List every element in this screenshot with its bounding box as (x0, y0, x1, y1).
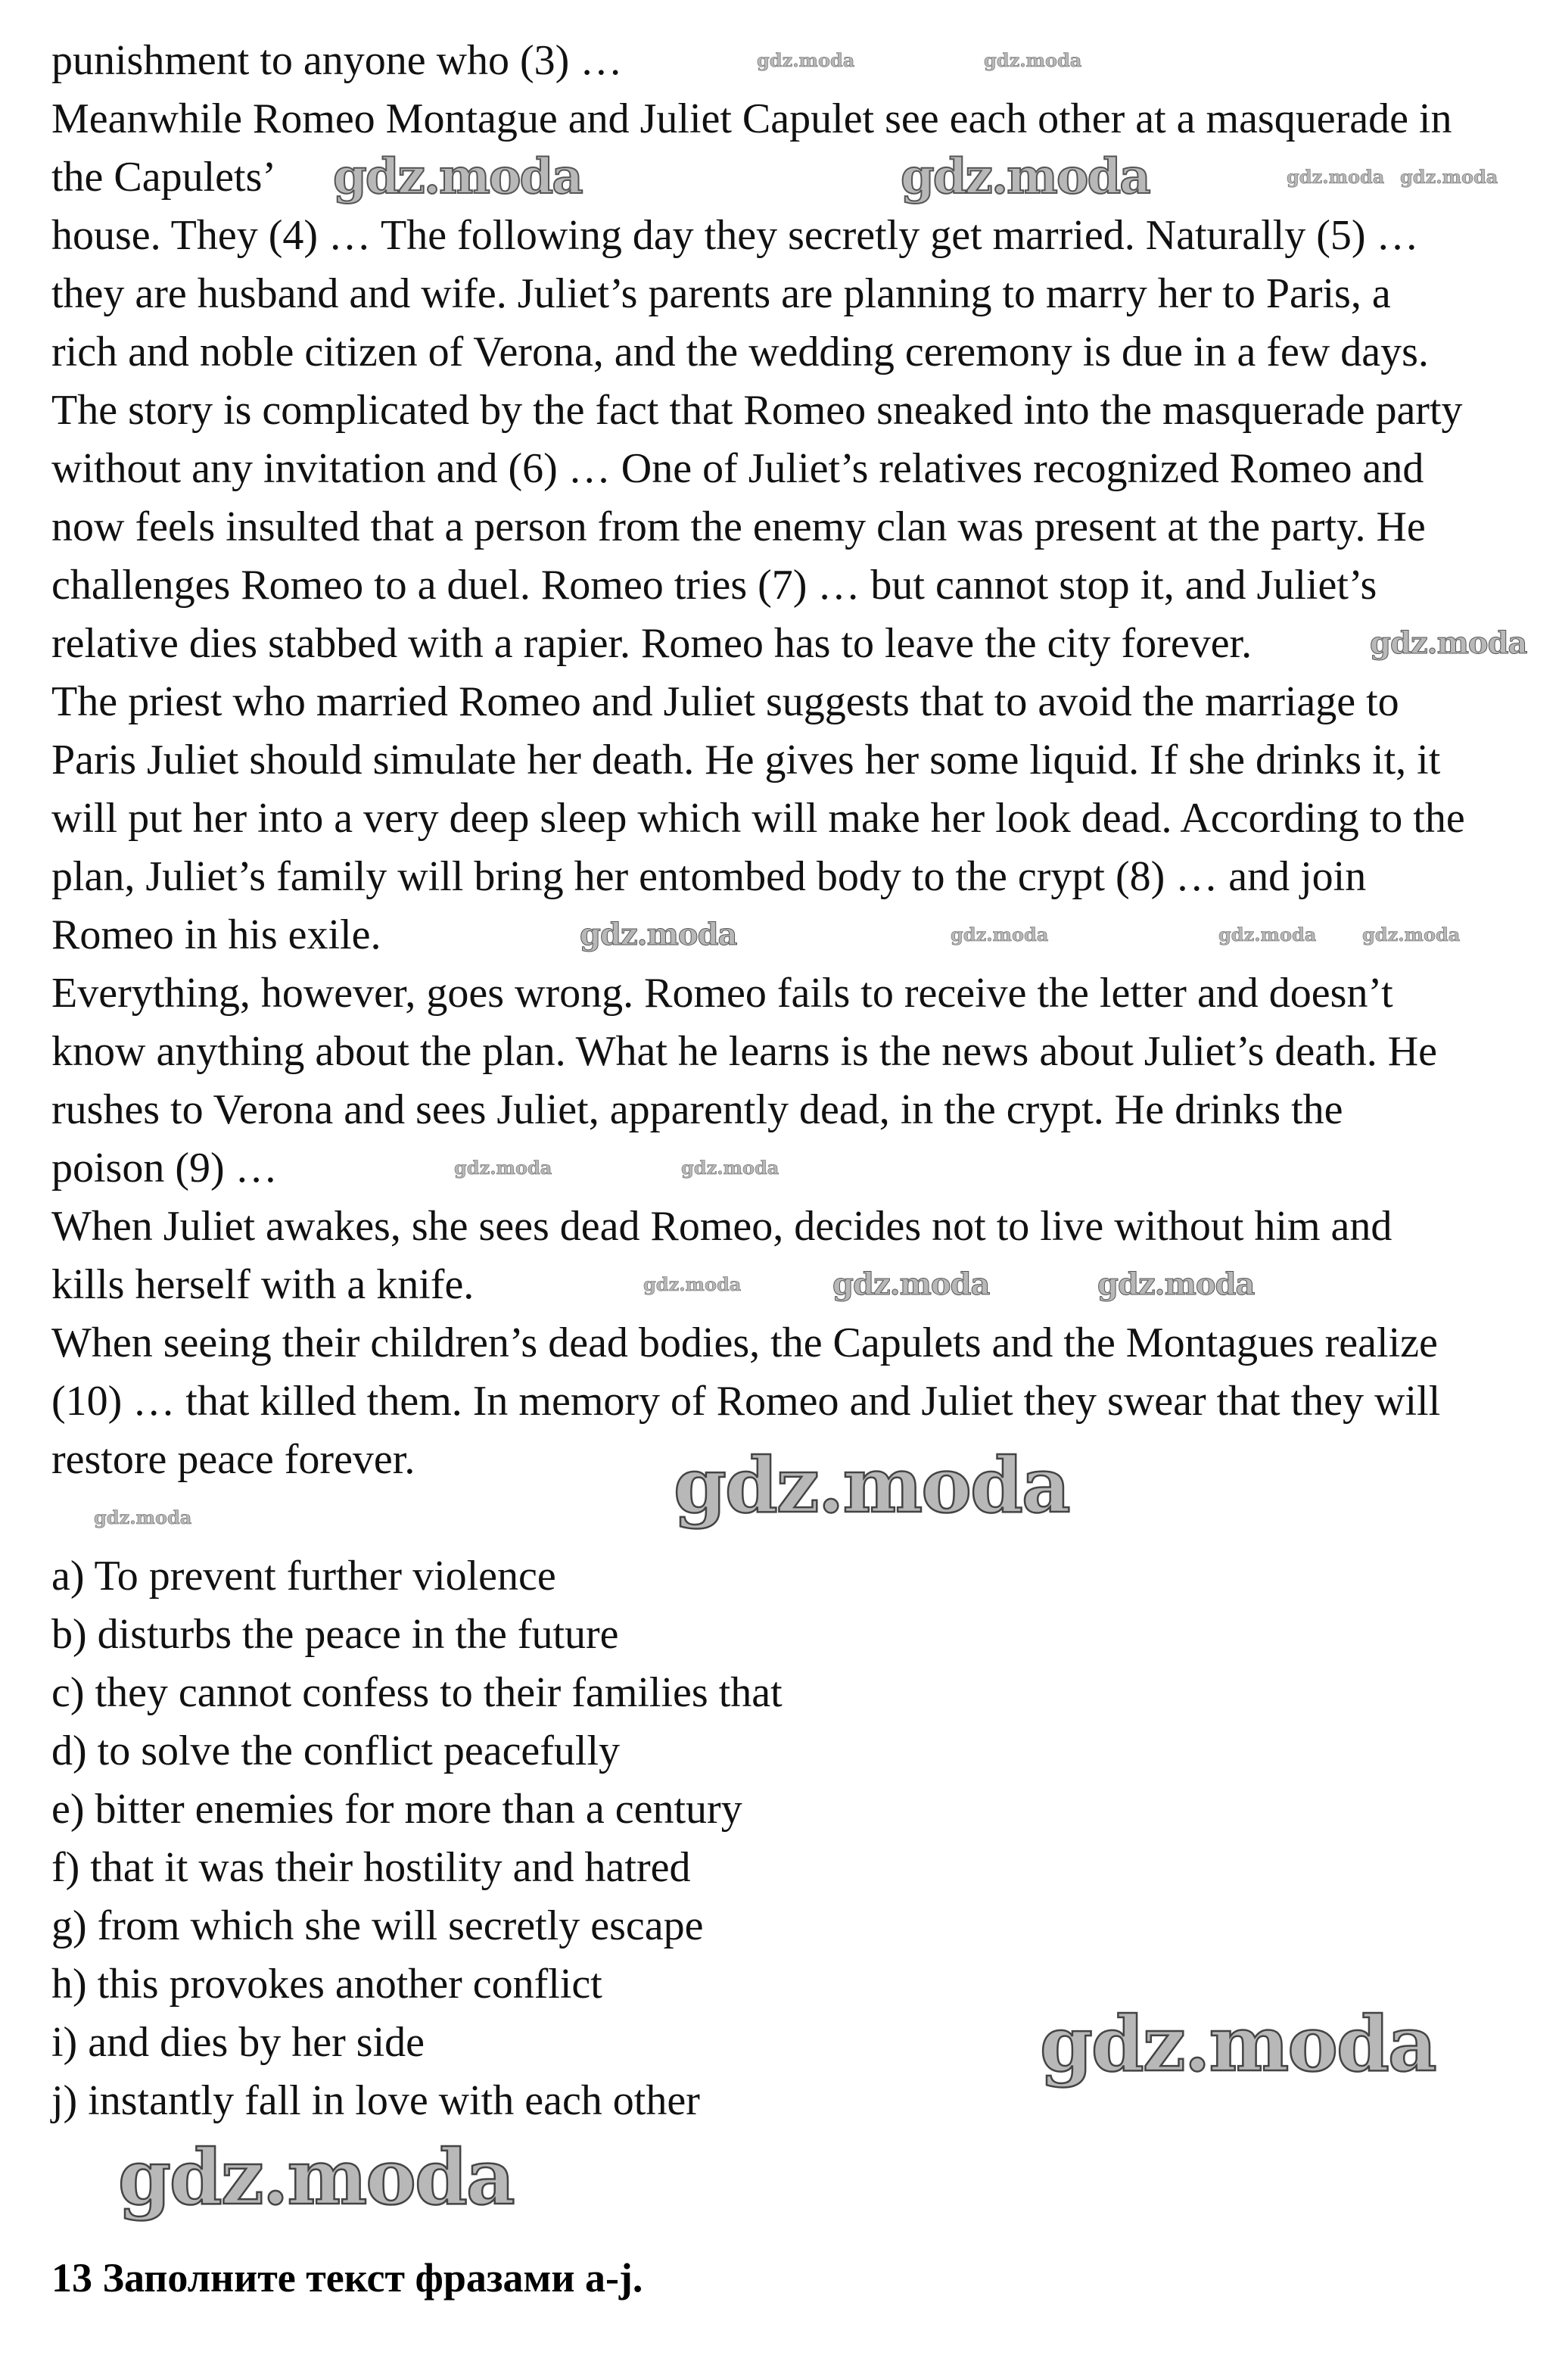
passage-line: they are husband and wife. Juliet’s parents are planning to marry her to Paris, a (51, 270, 1391, 317)
passage-line: When Juliet awakes, she sees dead Romeo, decides not to live without him and (51, 1203, 1393, 1250)
watermark: gdz.moda (674, 1441, 1069, 1530)
passage-line: Meanwhile Romeo Montague and Juliet Capulet see each other at a masquerade in (51, 95, 1452, 142)
watermark: gdz.moda (454, 1157, 552, 1179)
passage-line: now feels insulted that a person from the enemy clan was present at the party. He (51, 503, 1426, 550)
watermark: gdz.moda (1218, 924, 1317, 945)
watermark: gdz.moda (681, 1157, 780, 1179)
passage-line: Paris Juliet should simulate her death. He gives her some liquid. If she drinks it, it (51, 737, 1441, 783)
watermark: gdz.moda (1362, 924, 1461, 945)
option-item: h) this provokes another conflict (51, 1961, 602, 2008)
watermark: gdz.moda (94, 1506, 192, 1528)
passage-line: rushes to Verona and sees Juliet, apparently dead, in the crypt. He drinks the (51, 1086, 1343, 1133)
watermark: gdz.moda (643, 1273, 742, 1295)
passage-line: (10) … that killed them. In memory of Romeo and Juliet they swear that they will (51, 1378, 1441, 1425)
option-item: e) bitter enemies for more than a century (51, 1786, 742, 1833)
option-item: i) and dies by her side (51, 2019, 425, 2066)
passage-line: restore peace forever. (51, 1436, 415, 1483)
passage-line: Everything, however, goes wrong. Romeo fails to receive the letter and doesn’t (51, 970, 1393, 1017)
passage-line: rich and noble citizen of Verona, and the wedding ceremony is due in a few days. (51, 329, 1429, 375)
passage-line: relative dies stabbed with a rapier. Romeo has to leave the city forever. (51, 620, 1252, 667)
passage-line: plan, Juliet’s family will bring her entombed body to the crypt (8) … and join (51, 853, 1367, 900)
watermark: gdz.moda (1370, 625, 1527, 661)
option-item: b) disturbs the peace in the future (51, 1611, 619, 1658)
passage-line: know anything about the plan. What he learns is the news about Juliet’s death. He (51, 1028, 1437, 1075)
passage-line: The story is complicated by the fact that Romeo sneaked into the masquerade party (51, 387, 1463, 434)
passage-line: challenges Romeo to a duel. Romeo tries (7) … but cannot stop it, and Juliet’s (51, 562, 1377, 609)
watermark: gdz.moda (901, 148, 1150, 205)
watermark: gdz.moda (1097, 1266, 1255, 1302)
watermark: gdz.moda (757, 49, 855, 71)
option-item: j) instantly fall in love with each other (51, 2077, 700, 2124)
passage-line: house. They (4) … The following day they secretly get married. Naturally (5) … (51, 212, 1419, 259)
watermark: gdz.moda (333, 148, 582, 205)
passage-line: punishment to anyone who (3) … (51, 37, 623, 84)
passage-line: the Capulets’ (51, 154, 277, 201)
passage-line: Romeo in his exile. (51, 911, 381, 958)
watermark: gdz.moda (580, 917, 737, 952)
passage-line: kills herself with a knife. (51, 1261, 475, 1308)
option-item: c) they cannot confess to their families that (51, 1669, 783, 1716)
watermark: gdz.moda (984, 49, 1082, 71)
passage-line: without any invitation and (6) … One of Juliet’s relatives recognized Romeo and (51, 445, 1424, 492)
option-item: g) from which she will secretly escape (51, 1902, 704, 1949)
passage-line: When seeing their children’s dead bodies, the Capulets and the Montagues realize (51, 1319, 1438, 1366)
watermark: gdz.moda (1040, 1999, 1436, 2089)
passage-line: poison (9) … (51, 1145, 278, 1192)
watermark: gdz.moda (951, 924, 1049, 945)
option-item: a) To prevent further violence (51, 1553, 556, 1600)
passage-text (51, 32, 1465, 2130)
passage-line: The priest who married Romeo and Juliet suggests that to avoid the marriage to (51, 678, 1399, 725)
watermark: gdz.moda (1400, 166, 1498, 188)
passage-line: will put her into a very deep sleep which will make her look dead. According to the (51, 795, 1465, 842)
task-heading: 13 Заполните текст фразами a-j. (51, 2255, 643, 2301)
watermark: gdz.moda (832, 1266, 990, 1302)
option-item: d) to solve the conflict peacefully (51, 1727, 621, 1774)
watermark: gdz.moda (118, 2132, 514, 2222)
option-item: f) that it was their hostility and hatred (51, 1844, 691, 1891)
watermark: gdz.moda (1287, 166, 1385, 188)
